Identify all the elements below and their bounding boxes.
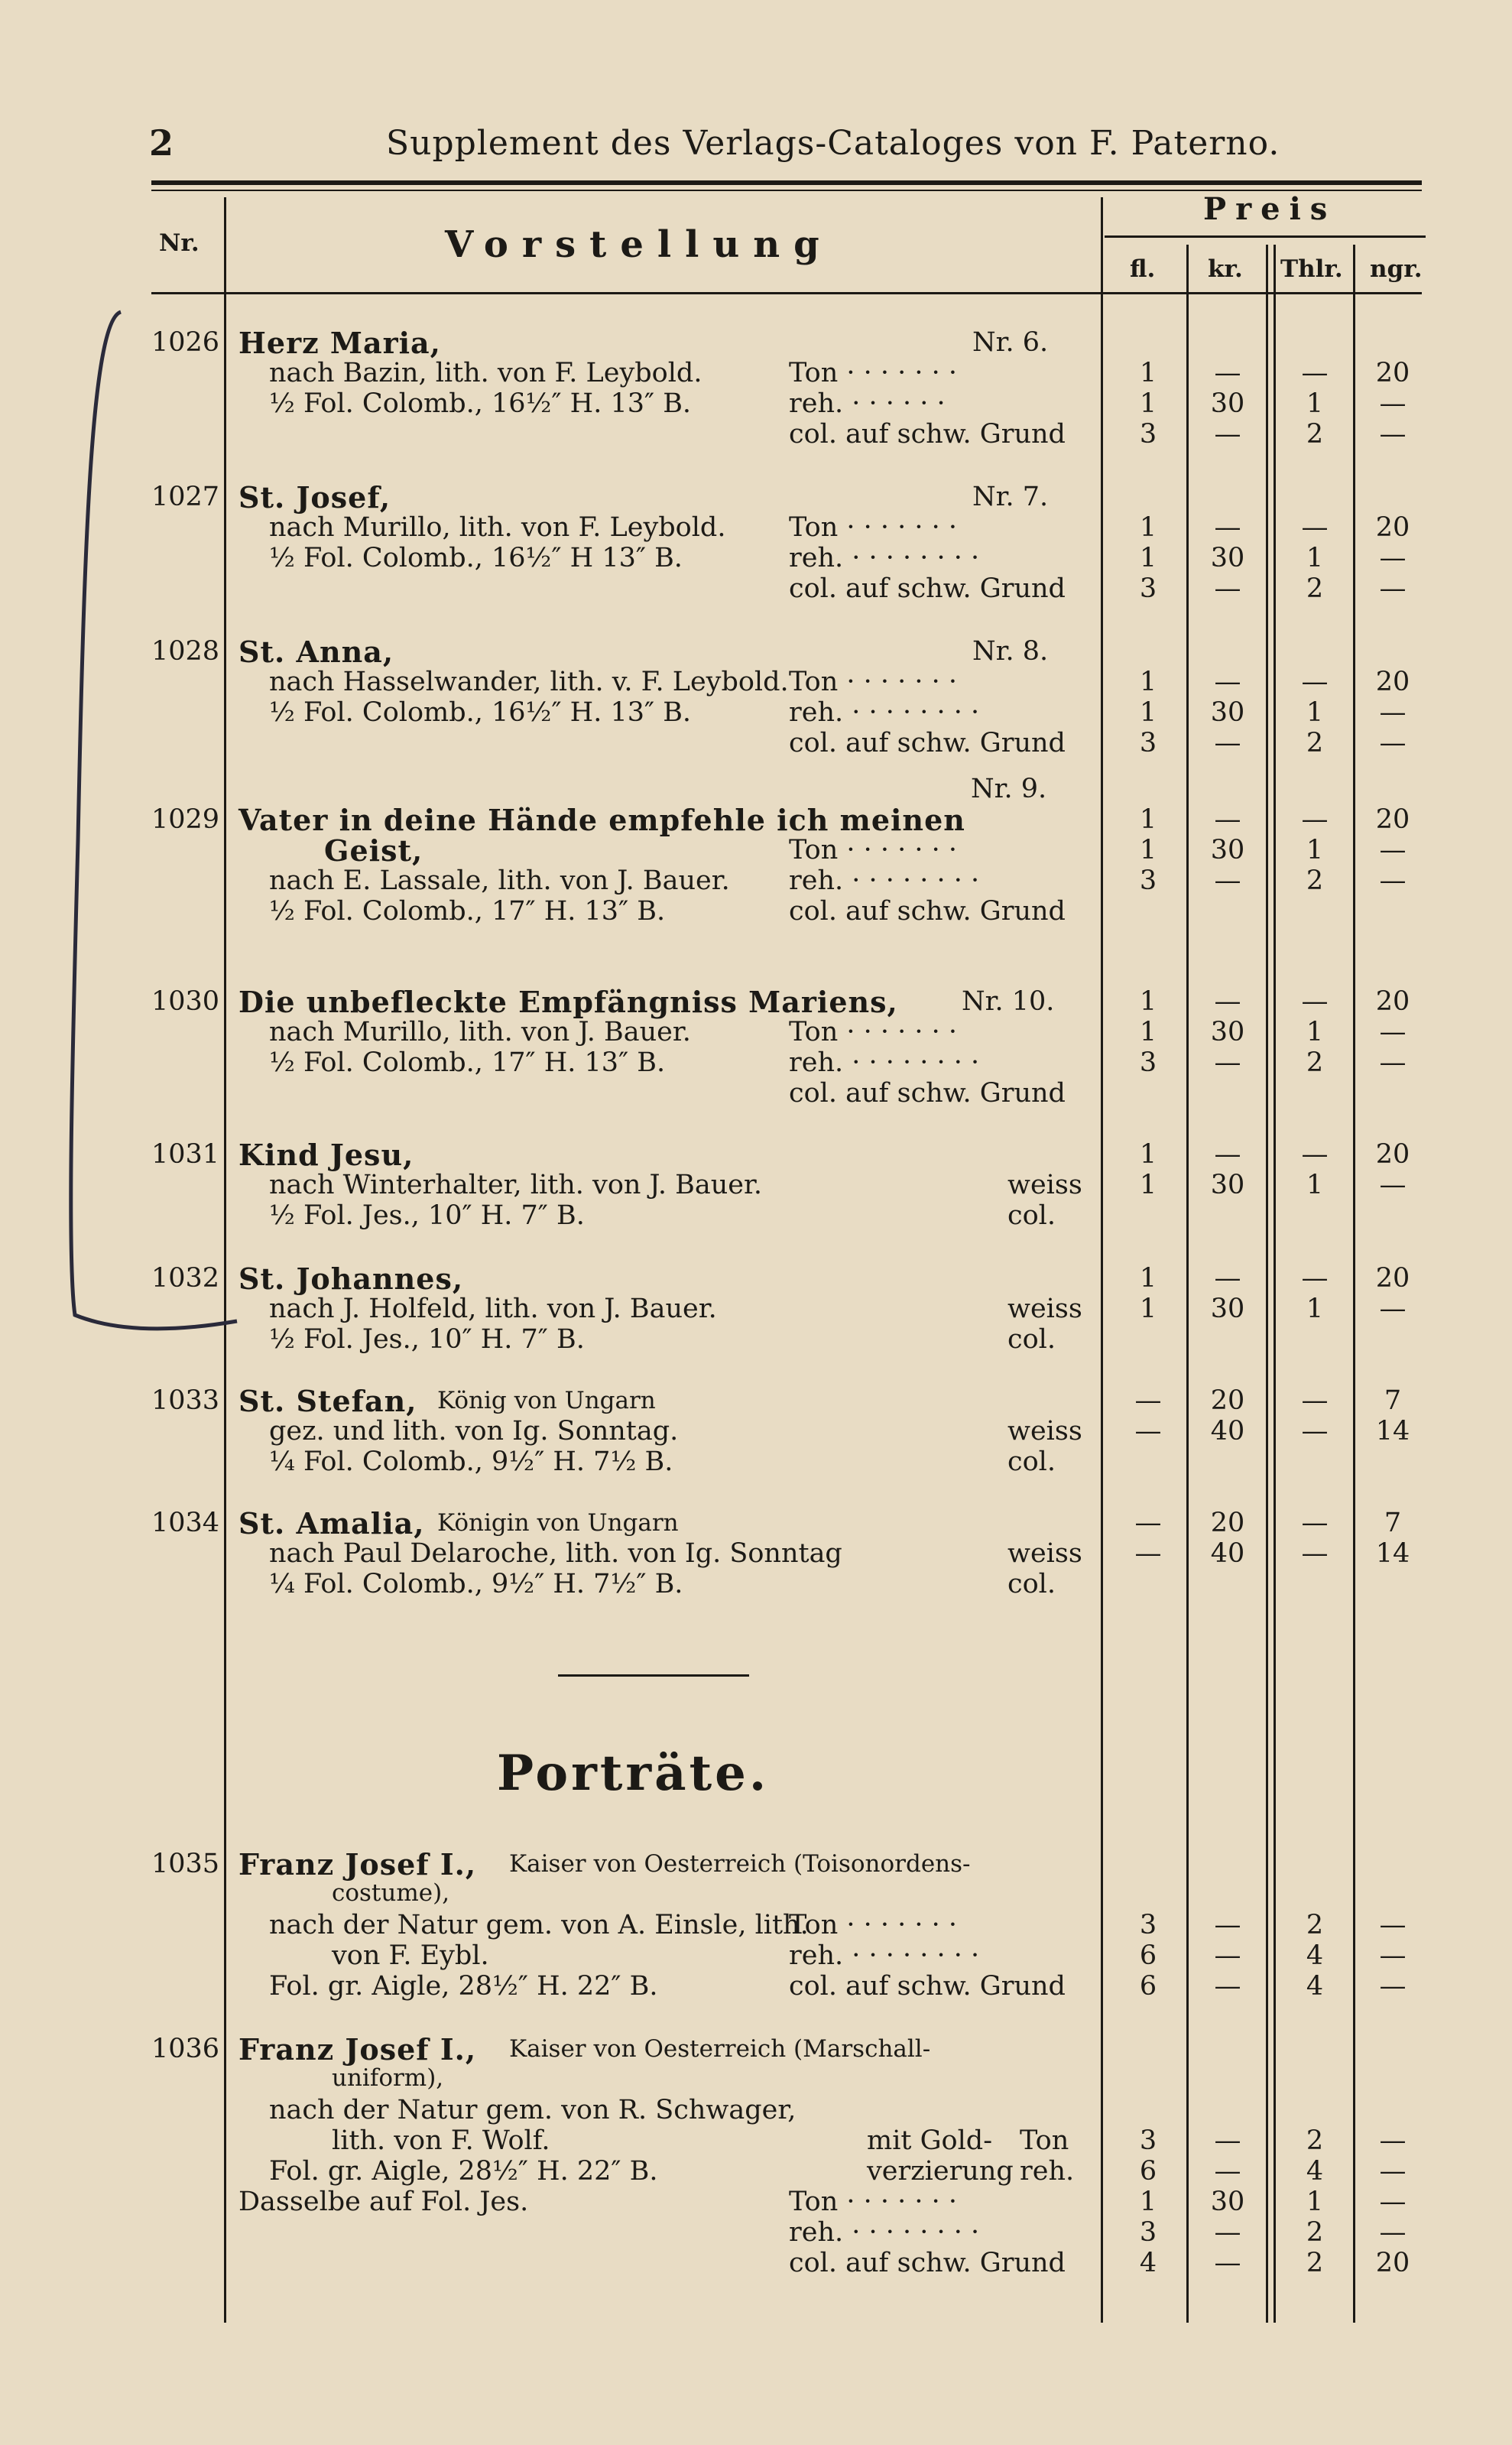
entry-line1: nach Paul Delaroche, lith. von Ig. Sonntag: [269, 1538, 842, 1569]
price-cell: —: [1214, 1940, 1241, 1971]
variant-reh: reh. · · · · · · · ·: [789, 2217, 980, 2248]
price-cell: —: [1214, 2156, 1241, 2187]
entry-title: St. Amalia,: [238, 1506, 425, 1541]
price-cell: 14: [1375, 1416, 1410, 1447]
entry-line1: nach Hasselwander, lith. v. F. Leybold.: [269, 667, 789, 697]
price-cell: 30: [1210, 1170, 1245, 1200]
entry-line1: gez. und lith. von Ig. Sonntag.: [269, 1416, 679, 1447]
col-preis: Preis: [1203, 191, 1337, 227]
price-cell: —: [1379, 543, 1407, 573]
price-cell: 1: [1306, 1170, 1324, 1200]
price-cell: —: [1301, 1385, 1329, 1416]
price-cell: 2: [1306, 1047, 1324, 1078]
price-cell: 20: [1375, 804, 1410, 835]
price-cell: —: [1379, 573, 1407, 604]
entry-title-cont: Geist,: [324, 833, 423, 868]
price-cell: —: [1379, 2125, 1407, 2156]
variant-col: col.: [1007, 1324, 1056, 1355]
entry-title-rest: Kaiser von Oesterreich (Toisonordens-: [509, 1850, 971, 1878]
price-cell: 1: [1139, 835, 1157, 865]
entry-line1b: von F. Eybl.: [332, 1940, 489, 1971]
price-cell: 4: [1139, 2248, 1157, 2278]
variant-col: col. auf schw. Grund: [789, 573, 1066, 604]
price-cell: —: [1379, 728, 1407, 758]
variant-ton: Ton · · · · · · ·: [789, 2187, 957, 2217]
entry-line2: ¼ Fol. Colomb., 9½″ H. 7½ B.: [269, 1447, 673, 1477]
price-cell: 1: [1306, 2187, 1324, 2217]
variant-col: col.: [1007, 1447, 1056, 1477]
entry-line1: nach Murillo, lith. von F. Leybold.: [269, 512, 726, 543]
variant-weiss: weiss: [1007, 1416, 1082, 1447]
price-cell: 1: [1306, 388, 1324, 419]
price-cell: 20: [1375, 986, 1410, 1017]
entry-line2: ½ Fol. Colomb., 16½″ H. 13″ B.: [269, 697, 692, 728]
entry-title: St. Anna,: [238, 635, 394, 669]
entry-line1: nach J. Holfeld, lith. von J. Bauer.: [269, 1294, 717, 1324]
price-cell: 4: [1306, 1940, 1324, 1971]
price-cell: 30: [1210, 543, 1245, 573]
price-cell: 4: [1306, 2156, 1324, 2187]
price-cell: —: [1379, 419, 1407, 450]
entry-title-cont: uniform),: [332, 2064, 444, 2092]
price-cell: 3: [1139, 573, 1157, 604]
price-cell: 20: [1375, 1263, 1410, 1294]
col-vorstellung: Vorstellung: [445, 223, 833, 266]
price-cell: 3: [1139, 1910, 1157, 1940]
price-cell: 1: [1139, 986, 1157, 1017]
price-cell: 1: [1139, 543, 1157, 573]
price-cell: 2: [1306, 419, 1324, 450]
entry-line2: ½ Fol. Colomb., 16½″ H. 13″ B.: [269, 388, 692, 419]
price-cell: 30: [1210, 2187, 1245, 2217]
entry-line2: ½ Fol. Colomb., 17″ H. 13″ B.: [269, 896, 666, 927]
price-cell: 20: [1375, 512, 1410, 543]
col-kr: kr.: [1208, 255, 1243, 283]
price-cell: 3: [1139, 865, 1157, 896]
price-cell: —: [1301, 667, 1329, 697]
gold-reh: reh.: [1020, 2156, 1075, 2187]
price-cell: —: [1214, 1139, 1241, 1170]
entry-number: 1032: [151, 1263, 220, 1294]
variant-col: col. auf schw. Grund: [789, 896, 1066, 927]
variant-ton: Ton · · · · · · ·: [789, 358, 957, 388]
price-cell: —: [1379, 1971, 1407, 2002]
price-cell: 1: [1139, 1294, 1157, 1324]
entry-line1: nach der Natur gem. von A. Einsle, lith.: [269, 1910, 809, 1940]
price-cell: 1: [1306, 1017, 1324, 1047]
entry-subnumber: Nr. 7.: [972, 482, 1049, 512]
price-cell: 3: [1139, 2217, 1157, 2248]
entry-title: Kind Jesu,: [238, 1138, 414, 1172]
price-cell: 1: [1139, 388, 1157, 419]
rule-thlr-ngr: [1353, 245, 1355, 2323]
entry-number: 1030: [151, 986, 220, 1017]
variant-ton: Ton · · · · · · ·: [789, 835, 957, 865]
entry-subnumber: Nr. 8.: [972, 636, 1049, 667]
price-cell: 30: [1210, 1294, 1245, 1324]
head-bottom-rule: [151, 292, 1422, 294]
price-cell: —: [1379, 2187, 1407, 2217]
price-cell: —: [1214, 2248, 1241, 2278]
entry-title: Franz Josef I.,: [238, 2032, 477, 2067]
entry-title: St. Josef,: [238, 480, 391, 515]
entry-subnumber: Nr. 6.: [972, 327, 1049, 358]
price-cell: —: [1301, 1538, 1329, 1569]
preis-subrule: [1105, 235, 1426, 238]
price-cell: 40: [1210, 1538, 1245, 1569]
entry-line2: Fol. gr. Aigle, 28½″ H. 22″ B.: [269, 2156, 658, 2187]
col-fl: fl.: [1130, 255, 1156, 283]
price-cell: —: [1214, 1971, 1241, 2002]
entry-title: St. Stefan,: [238, 1384, 417, 1418]
price-cell: —: [1379, 697, 1407, 728]
col-thlr: Thlr.: [1280, 255, 1343, 283]
price-cell: 14: [1375, 1538, 1410, 1569]
entry-number: 1036: [151, 2034, 220, 2064]
entry-line1: nach Murillo, lith. von J. Bauer.: [269, 1017, 691, 1047]
variant-reh: reh. · · · · · · · ·: [789, 697, 980, 728]
variant-col: col. auf schw. Grund: [789, 728, 1066, 758]
price-cell: —: [1379, 865, 1407, 896]
entry-title-rest: Kaiser von Oesterreich (Marschall-: [509, 2035, 931, 2063]
rule-fl-kr: [1186, 245, 1189, 2323]
price-cell: 1: [1306, 543, 1324, 573]
price-cell: 1: [1306, 1294, 1324, 1324]
price-cell: 3: [1139, 1047, 1157, 1078]
price-cell: —: [1214, 1047, 1241, 1078]
price-cell: 1: [1139, 1170, 1157, 1200]
price-cell: 2: [1306, 2217, 1324, 2248]
price-cell: 1: [1139, 358, 1157, 388]
variant-weiss: weiss: [1007, 1538, 1082, 1569]
price-cell: 3: [1139, 419, 1157, 450]
entry-line2: ¼ Fol. Colomb., 9½″ H. 7½″ B.: [269, 1569, 683, 1599]
price-cell: 20: [1210, 1385, 1245, 1416]
entry-number: 1034: [151, 1508, 220, 1538]
price-cell: —: [1134, 1538, 1162, 1569]
entry-line2: ½ Fol. Jes., 10″ H. 7″ B.: [269, 1324, 585, 1355]
variant-col: col.: [1007, 1200, 1056, 1231]
variant-reh: reh. · · · · · · · ·: [789, 543, 980, 573]
variant-col: col.: [1007, 1569, 1056, 1599]
entry-line1b: lith. von F. Wolf.: [332, 2125, 550, 2156]
price-cell: 2: [1306, 865, 1324, 896]
entry-number: 1029: [151, 804, 220, 835]
price-cell: —: [1214, 512, 1241, 543]
entry-line1: nach Bazin, lith. von F. Leybold.: [269, 358, 702, 388]
variant-reh: reh. · · · · · ·: [789, 388, 946, 419]
entry-title: Franz Josef I.,: [238, 1847, 477, 1882]
price-cell: —: [1214, 358, 1241, 388]
price-cell: —: [1301, 1139, 1329, 1170]
gold-label-1: mit Gold-: [867, 2125, 993, 2156]
entry-title: Vater in deine Hände empfehle ich meinen: [238, 803, 965, 837]
price-cell: —: [1301, 1416, 1329, 1447]
price-cell: —: [1379, 1017, 1407, 1047]
entry-line2: ½ Fol. Jes., 10″ H. 7″ B.: [269, 1200, 585, 1231]
price-cell: —: [1214, 804, 1241, 835]
price-cell: 30: [1210, 835, 1245, 865]
price-cell: 30: [1210, 1017, 1245, 1047]
variant-ton: Ton · · · · · · ·: [789, 1017, 957, 1047]
price-cell: 4: [1306, 1971, 1324, 2002]
rule-price-left: [1101, 197, 1103, 2323]
price-cell: 2: [1306, 728, 1324, 758]
variant-reh: reh. · · · · · · · ·: [789, 865, 980, 896]
entry-title-rest: Königin von Ungarn: [437, 1509, 679, 1537]
price-cell: 1: [1139, 697, 1157, 728]
entry-line1: nach Winterhalter, lith. von J. Bauer.: [269, 1170, 762, 1200]
rule-kr-thlr-b: [1274, 245, 1276, 2323]
price-cell: 20: [1375, 2248, 1410, 2278]
price-cell: 3: [1139, 2125, 1157, 2156]
variant-reh: reh. · · · · · · · ·: [789, 1940, 980, 1971]
price-cell: 1: [1139, 2187, 1157, 2217]
price-cell: —: [1379, 835, 1407, 865]
gold-label-2: verzierung: [867, 2156, 1014, 2187]
price-cell: 20: [1375, 667, 1410, 697]
entry-title: St. Johannes,: [238, 1261, 464, 1296]
variant-ton: Ton · · · · · · ·: [789, 667, 957, 697]
price-cell: 7: [1384, 1508, 1402, 1538]
price-cell: —: [1301, 358, 1329, 388]
price-cell: 6: [1139, 2156, 1157, 2187]
price-cell: —: [1379, 1940, 1407, 1971]
price-cell: —: [1134, 1508, 1162, 1538]
entry-number: 1033: [151, 1385, 220, 1416]
entry-line1: nach E. Lassale, lith. von J. Bauer.: [269, 865, 730, 896]
price-cell: 3: [1139, 728, 1157, 758]
price-cell: —: [1214, 573, 1241, 604]
section-divider: [558, 1674, 749, 1677]
price-cell: —: [1301, 1508, 1329, 1538]
variant-ton: Ton · · · · · · ·: [789, 1910, 957, 1940]
price-cell: —: [1214, 1910, 1241, 1940]
entry-line3: Dasselbe auf Fol. Jes.: [238, 2187, 529, 2217]
rule-kr-thlr-a: [1266, 245, 1268, 2323]
price-cell: —: [1214, 2125, 1241, 2156]
price-cell: 30: [1210, 388, 1245, 419]
price-cell: —: [1379, 1170, 1407, 1200]
entry-title-cont: costume),: [332, 1879, 450, 1907]
entry-number: 1035: [151, 1849, 220, 1879]
price-cell: 2: [1306, 1910, 1324, 1940]
variant-ton: Ton · · · · · · ·: [789, 512, 957, 543]
price-cell: —: [1214, 865, 1241, 896]
entry-line1: nach der Natur gem. von R. Schwager,: [269, 2095, 797, 2125]
price-cell: —: [1214, 1263, 1241, 1294]
price-cell: 6: [1139, 1971, 1157, 2002]
variant-col: col. auf schw. Grund: [789, 419, 1066, 450]
price-cell: 1: [1139, 1139, 1157, 1170]
price-cell: —: [1214, 728, 1241, 758]
price-cell: —: [1379, 2156, 1407, 2187]
price-cell: 2: [1306, 2248, 1324, 2278]
price-cell: —: [1134, 1385, 1162, 1416]
price-cell: —: [1134, 1416, 1162, 1447]
price-cell: 40: [1210, 1416, 1245, 1447]
entry-number: 1026: [151, 327, 220, 358]
price-cell: 20: [1375, 358, 1410, 388]
gold-ton: Ton: [1020, 2125, 1069, 2156]
price-cell: —: [1379, 388, 1407, 419]
entry-number: 1031: [151, 1139, 220, 1170]
variant-weiss: weiss: [1007, 1170, 1082, 1200]
price-cell: —: [1301, 804, 1329, 835]
header-rule-thick: [151, 180, 1422, 185]
price-cell: —: [1301, 1263, 1329, 1294]
price-cell: —: [1379, 1910, 1407, 1940]
entry-line2: ½ Fol. Colomb., 17″ H. 13″ B.: [269, 1047, 666, 1078]
price-cell: 1: [1139, 1017, 1157, 1047]
price-cell: —: [1379, 1294, 1407, 1324]
entry-title: Herz Maria,: [238, 326, 441, 360]
page-number: 2: [149, 122, 174, 164]
price-cell: 1: [1139, 1263, 1157, 1294]
price-cell: 1: [1139, 804, 1157, 835]
price-cell: —: [1214, 2217, 1241, 2248]
variant-col: col. auf schw. Grund: [789, 2248, 1066, 2278]
price-cell: —: [1214, 667, 1241, 697]
entry-title: Die unbefleckte Empfängniss Mariens,: [238, 985, 898, 1019]
price-cell: 20: [1375, 1139, 1410, 1170]
price-cell: 30: [1210, 697, 1245, 728]
entry-line2: Fol. gr. Aigle, 28½″ H. 22″ B.: [269, 1971, 658, 2002]
price-cell: 7: [1384, 1385, 1402, 1416]
entry-subnumber: Nr. 10.: [962, 986, 1055, 1017]
entry-line2: ½ Fol. Colomb., 16½″ H 13″ B.: [269, 543, 683, 573]
price-cell: 2: [1306, 2125, 1324, 2156]
entry-title-rest: König von Ungarn: [437, 1387, 656, 1414]
page-header-title: Supplement des Verlags-Cataloges von F. Paterno.: [386, 124, 1280, 163]
variant-weiss: weiss: [1007, 1294, 1082, 1324]
price-cell: —: [1214, 419, 1241, 450]
col-ngr: ngr.: [1370, 255, 1423, 283]
price-cell: 20: [1210, 1508, 1245, 1538]
entry-number: 1027: [151, 482, 220, 512]
section-title: Porträte.: [497, 1745, 770, 1802]
price-cell: 1: [1306, 697, 1324, 728]
price-cell: 1: [1306, 835, 1324, 865]
variant-reh: reh. · · · · · · · ·: [789, 1047, 980, 1078]
entry-number: 1028: [151, 636, 220, 667]
price-cell: —: [1301, 986, 1329, 1017]
price-cell: 6: [1139, 1940, 1157, 1971]
price-cell: —: [1379, 1047, 1407, 1078]
price-cell: 1: [1139, 512, 1157, 543]
variant-col: col. auf schw. Grund: [789, 1078, 1066, 1109]
price-cell: 1: [1139, 667, 1157, 697]
price-cell: —: [1379, 2217, 1407, 2248]
price-cell: —: [1214, 986, 1241, 1017]
variant-col: col. auf schw. Grund: [789, 1971, 1066, 2002]
col-nr: Nr.: [159, 229, 200, 257]
entry-subnumber: Nr. 9.: [971, 774, 1047, 804]
price-cell: 2: [1306, 573, 1324, 604]
price-cell: —: [1301, 512, 1329, 543]
